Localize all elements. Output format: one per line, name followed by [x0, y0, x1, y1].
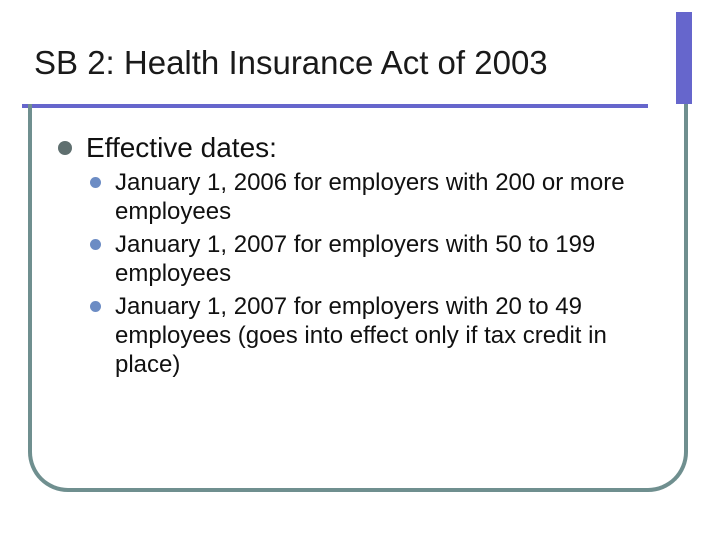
- sub-bullet-dot-icon: [90, 177, 101, 188]
- bullet-text: Effective dates:: [86, 132, 277, 163]
- sub-bullet-text: January 1, 2007 for employers with 50 to 199 employees: [115, 231, 596, 287]
- sub-bullet-dot-icon: [90, 301, 101, 312]
- sub-bullet-3: [56, 292, 675, 379]
- bullet-effective-dates: [56, 128, 686, 168]
- bullet-dot-icon: [58, 141, 72, 155]
- title-banner: [12, 12, 692, 104]
- slide-body: [56, 128, 686, 379]
- sub-bullet-dot-icon: [90, 239, 101, 250]
- sub-bullet-2: [56, 230, 675, 288]
- sub-bullet-text: January 1, 2007 for employers with 20 to 49 employees (goes into effect only if tax credit in place): [115, 293, 607, 378]
- sub-bullet-1: [56, 168, 675, 226]
- sub-bullet-text: January 1, 2006 for employers with 200 or more employees: [115, 169, 625, 225]
- slide-title: SB 2: Health Insurance Act of 2003: [34, 44, 548, 81]
- title-background: [12, 12, 676, 104]
